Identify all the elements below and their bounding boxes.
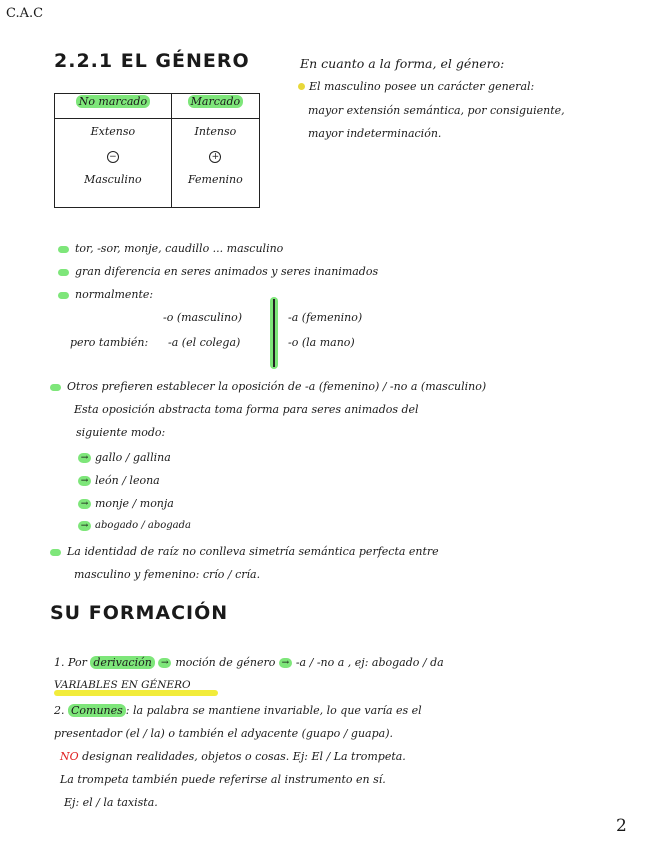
- dash-marker-icon: [58, 246, 69, 253]
- example-item: → abogado / abogada: [78, 520, 191, 531]
- identidad-line-1: La identidad de raíz no conlleva simetría semántica perfecta entre: [50, 545, 439, 558]
- table-header-marked: Marcado: [171, 94, 259, 119]
- pair-tambien: pero también:: [70, 336, 149, 349]
- divider-bar: [270, 297, 278, 369]
- arrow-right-icon: →: [78, 476, 91, 486]
- bullet-line-2: mayor extensión semántica, por consiguiente,: [308, 104, 565, 117]
- formacion-line-3: presentador (el / la) o también el adyacente (guapo / guapa).: [54, 727, 393, 740]
- no-label: NO: [60, 750, 79, 763]
- arrow-right-icon: →: [78, 521, 91, 531]
- section-heading-formacion: SU FORMACIÓN: [50, 602, 229, 624]
- dash-marker-icon: [50, 549, 61, 556]
- variables-heading: VARIABLES EN GÉNERO: [54, 679, 191, 691]
- arrow-right-icon: →: [279, 658, 292, 668]
- otros-line-1: Otros prefieren establecer la oposición de -a (femenino) / -no a (masculino): [50, 380, 486, 393]
- bullet-dot-icon: [298, 83, 305, 90]
- dash-marker-icon: [58, 292, 69, 299]
- pair-right-2: -o (la mano): [288, 336, 355, 349]
- list-item: tor, -sor, monje, caudillo ... masculino: [58, 242, 283, 255]
- example-item: → monje / monja: [78, 497, 174, 510]
- derivacion-highlight: derivación: [90, 656, 155, 669]
- pair-left-2: -a (el colega): [168, 336, 241, 349]
- arrow-right-icon: →: [78, 453, 91, 463]
- formacion-line-5: La trompeta también puede referirse al instrumento en sí.: [60, 773, 386, 786]
- otros-line-3: siguiente modo:: [76, 426, 166, 439]
- formacion-line-2: 2. Comunes : la palabra se mantiene invariable, lo que varía es el: [54, 704, 422, 717]
- example-item: → gallo / gallina: [78, 451, 171, 464]
- gender-table: [54, 93, 260, 208]
- otros-line-2: Esta oposición abstracta toma forma para seres animados del: [74, 403, 419, 416]
- section-title: 2.2.1 EL GÉNERO: [54, 50, 250, 72]
- list-item: normalmente:: [58, 288, 153, 301]
- bullet-line-1: El masculino posee un carácter general:: [298, 80, 534, 93]
- dash-marker-icon: [50, 384, 61, 391]
- table-header-unmarked: No marcado: [55, 94, 172, 119]
- formacion-line-6: Ej: el / la taxista.: [64, 796, 158, 809]
- bullet-line-3: mayor indeterminación.: [308, 127, 442, 140]
- page-number: 2: [616, 816, 627, 836]
- pair-left-1: -o (masculino): [163, 311, 243, 324]
- author-initials: C.A.C: [6, 6, 44, 21]
- comunes-highlight: Comunes: [68, 704, 126, 717]
- minus-icon: −: [107, 151, 119, 163]
- table-cell-marked: Intenso + Femenino: [171, 119, 259, 208]
- formacion-line-1: 1. Por derivación → moción de género → -a / -no a , ej: abogado / da: [54, 656, 444, 669]
- example-item: → león / leona: [78, 474, 160, 487]
- list-item: gran diferencia en seres animados y seres inanimados: [58, 265, 378, 278]
- form-intro: En cuanto a la forma, el género:: [300, 56, 505, 71]
- plus-icon: +: [209, 151, 221, 163]
- table-cell-unmarked: Extenso − Masculino: [55, 119, 172, 208]
- arrow-right-icon: →: [158, 658, 171, 668]
- pair-right-1: -a (femenino): [288, 311, 363, 324]
- identidad-line-2: masculino y femenino: crío / cría.: [74, 568, 261, 581]
- formacion-line-4: NO designan realidades, objetos o cosas. Ej: El / La trompeta.: [60, 750, 406, 763]
- dash-marker-icon: [58, 269, 69, 276]
- arrow-right-icon: →: [78, 499, 91, 509]
